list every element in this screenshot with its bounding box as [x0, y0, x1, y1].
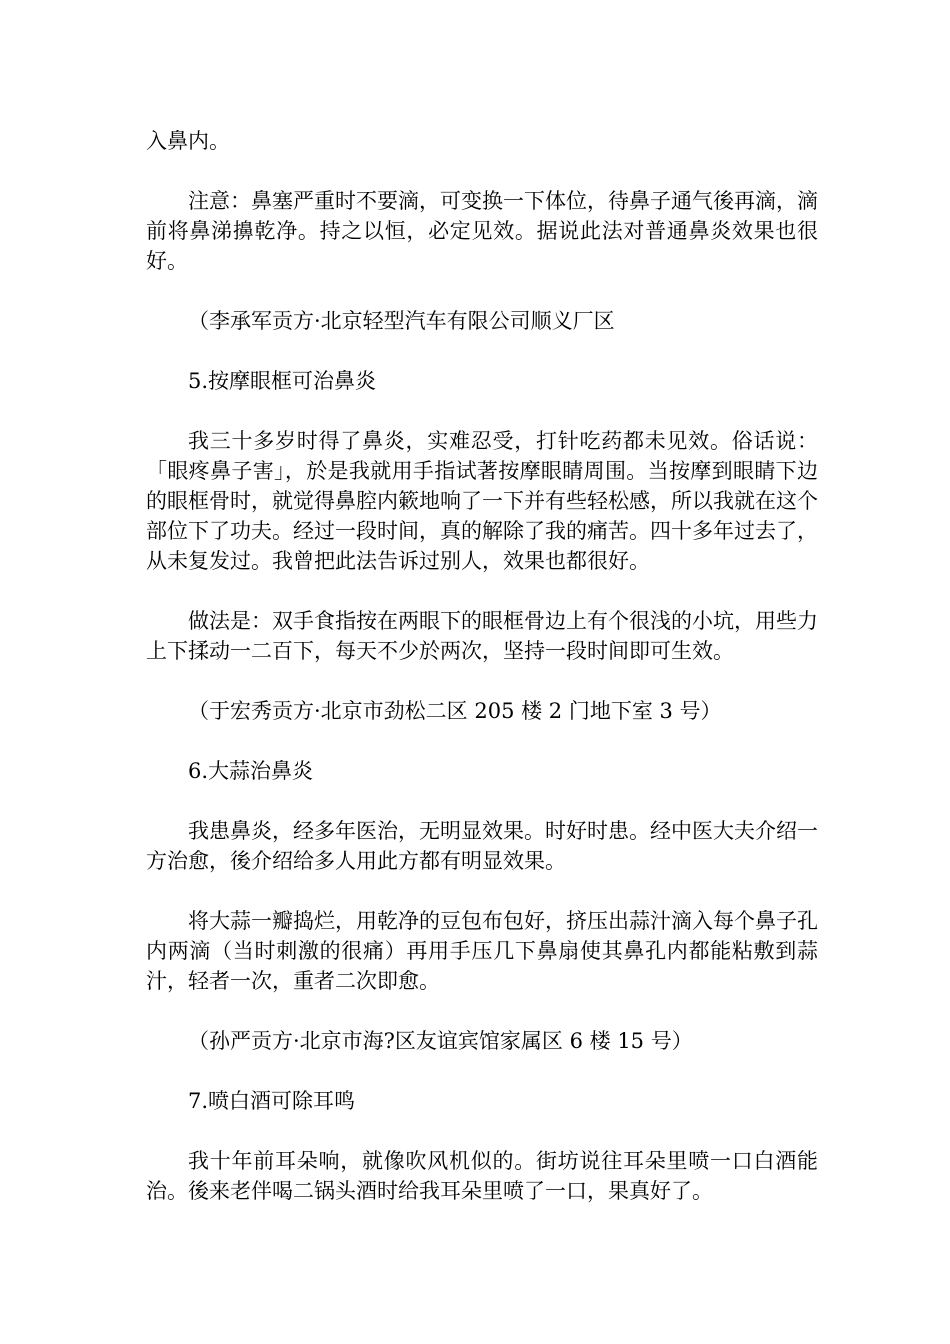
paragraph: 我十年前耳朵响，就像吹风机似的。街坊说往耳朵里喷一口白酒能治。後来老伴喝二锅头酒时给我耳朵里喷了一口，果真好了。: [146, 1149, 818, 1203]
section-heading: 5.按摩眼框可治鼻炎: [188, 369, 377, 393]
section-heading: 6.大蒜治鼻炎: [188, 759, 314, 783]
source-credit: （于宏秀贡方·北京市劲松二区 205 楼 2 门地下室 3 号）: [188, 699, 722, 723]
section-heading: 7.喷白酒可除耳鸣: [188, 1089, 356, 1113]
document-page: [146, 126, 818, 1236]
source-credit: （李承军贡方·北京轻型汽车有限公司顺义厂区: [188, 309, 615, 333]
paragraph: 我患鼻炎，经多年医治，无明显效果。时好时患。经中医大夫介绍一方治愈，後介绍给多人用此方都有明显效果。: [146, 819, 818, 873]
paragraph-note: 注意：鼻塞严重时不要滴，可变换一下体位，待鼻子通气後再滴，滴前将鼻涕擤乾净。持之以恒，必定见效。据说此法对普通鼻炎效果也很好。: [146, 189, 818, 273]
paragraph-method: 做法是：双手食指按在两眼下的眼框骨边上有个很浅的小坑，用些力上下揉动一二百下，每天不少於两次，坚持一段时间即可生效。: [146, 609, 818, 663]
paragraph-method: 将大蒜一瓣捣烂，用乾净的豆包布包好，挤压出蒜汁滴入每个鼻子孔内两滴（当时刺激的很痛）再用手压几下鼻扇使其鼻孔内都能粘敷到蒜汁，轻者一次，重者二次即愈。: [146, 909, 818, 993]
paragraph: 我三十多岁时得了鼻炎，实难忍受，打针吃药都未见效。俗话说：「眼疼鼻子害」，於是我就用手指试著按摩眼睛周围。当按摩到眼睛下边的眼框骨时，就觉得鼻腔内簌地响了一下并有些轻松感，所以我就在这个部位下了功夫。经过一段时间，真的解除了我的痛苦。四十多年过去了，从未复发过。我曾把此法告诉过别人，效果也都很好。: [146, 429, 818, 573]
paragraph-continuation: 入鼻内。: [146, 129, 230, 153]
source-credit: （孙严贡方·北京市海?区友谊宾馆家属区 6 楼 15 号）: [188, 1029, 693, 1053]
